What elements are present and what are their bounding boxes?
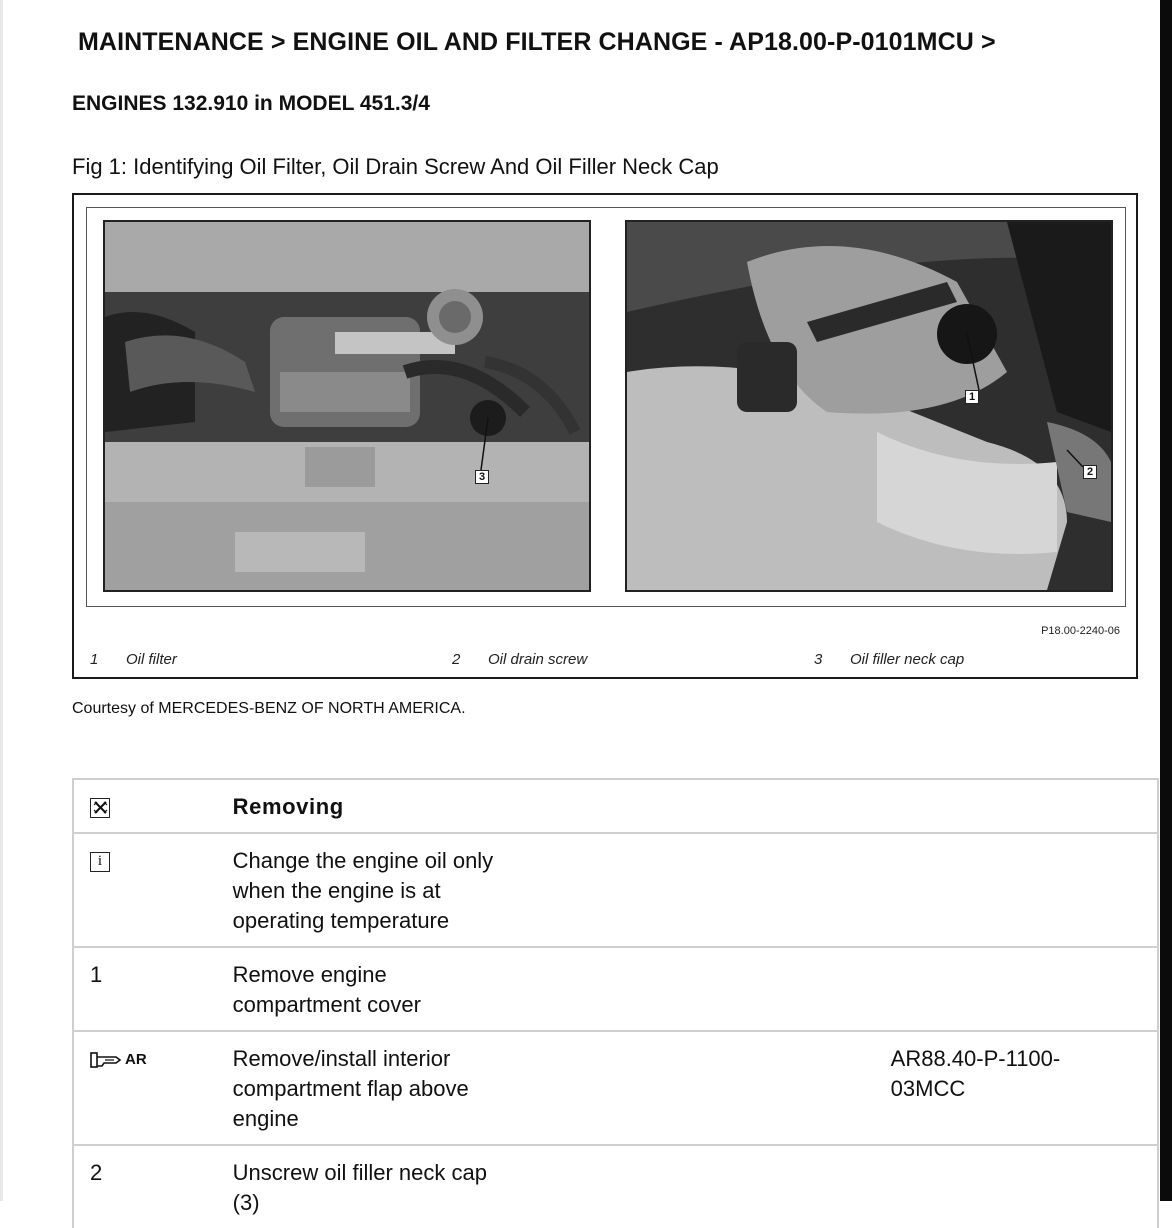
image-reference: P18.00-2240-06 — [1041, 625, 1120, 637]
info-icon: i — [90, 852, 110, 872]
figure-caption: Fig 1: Identifying Oil Filter, Oil Drain Screw And Oil Filler Neck Cap — [72, 154, 719, 179]
table-row — [73, 1145, 1158, 1228]
callout-3: 3 — [475, 470, 489, 484]
step-number: 1 — [73, 947, 233, 1031]
procedure-table — [72, 778, 1159, 1228]
table-row — [73, 779, 1158, 833]
legend-item: 2 Oil drain screw — [452, 651, 588, 668]
page-subtitle: ENGINES 132.910 in MODEL 451.3/4 — [72, 92, 430, 115]
step-text: Unscrew oil filler neck cap (3) — [233, 1145, 891, 1228]
courtesy-note: Courtesy of MERCEDES-BENZ OF NORTH AMERICA. — [72, 700, 466, 717]
engine-bay-photo — [103, 220, 591, 592]
legend-item: 1 Oil filter — [90, 651, 177, 668]
reference-ar-icon[interactable]: AR — [90, 1045, 147, 1075]
callout-2: 2 — [1083, 465, 1097, 479]
table-row — [73, 1031, 1158, 1145]
breadcrumb[interactable]: MAINTENANCE > ENGINE OIL AND FILTER CHANGE - AP18.00-P-0101MCU > — [78, 28, 996, 56]
reference-text: Remove/install interior compartment flap above engine — [233, 1031, 891, 1145]
info-note: Change the engine oil only when the engine is at operating temperature — [233, 833, 891, 947]
underside-photo — [625, 220, 1113, 592]
callout-1: 1 — [965, 390, 979, 404]
remove-icon — [90, 798, 110, 818]
table-row — [73, 833, 1158, 947]
step-number: 2 — [73, 1145, 233, 1228]
page-edge-left — [0, 0, 3, 1201]
table-row — [73, 947, 1158, 1031]
step-text: Remove engine compartment cover — [233, 947, 891, 1031]
photo-frame — [86, 207, 1126, 607]
section-heading: Removing — [233, 779, 891, 833]
figure-box — [72, 193, 1138, 679]
page-edge-right — [1160, 0, 1172, 1201]
legend-item: 3 Oil filler neck cap — [814, 651, 965, 668]
reference-code-link[interactable]: AR88.40-P-1100- 03MCC — [891, 1031, 1158, 1145]
figure-legend — [74, 651, 1136, 671]
